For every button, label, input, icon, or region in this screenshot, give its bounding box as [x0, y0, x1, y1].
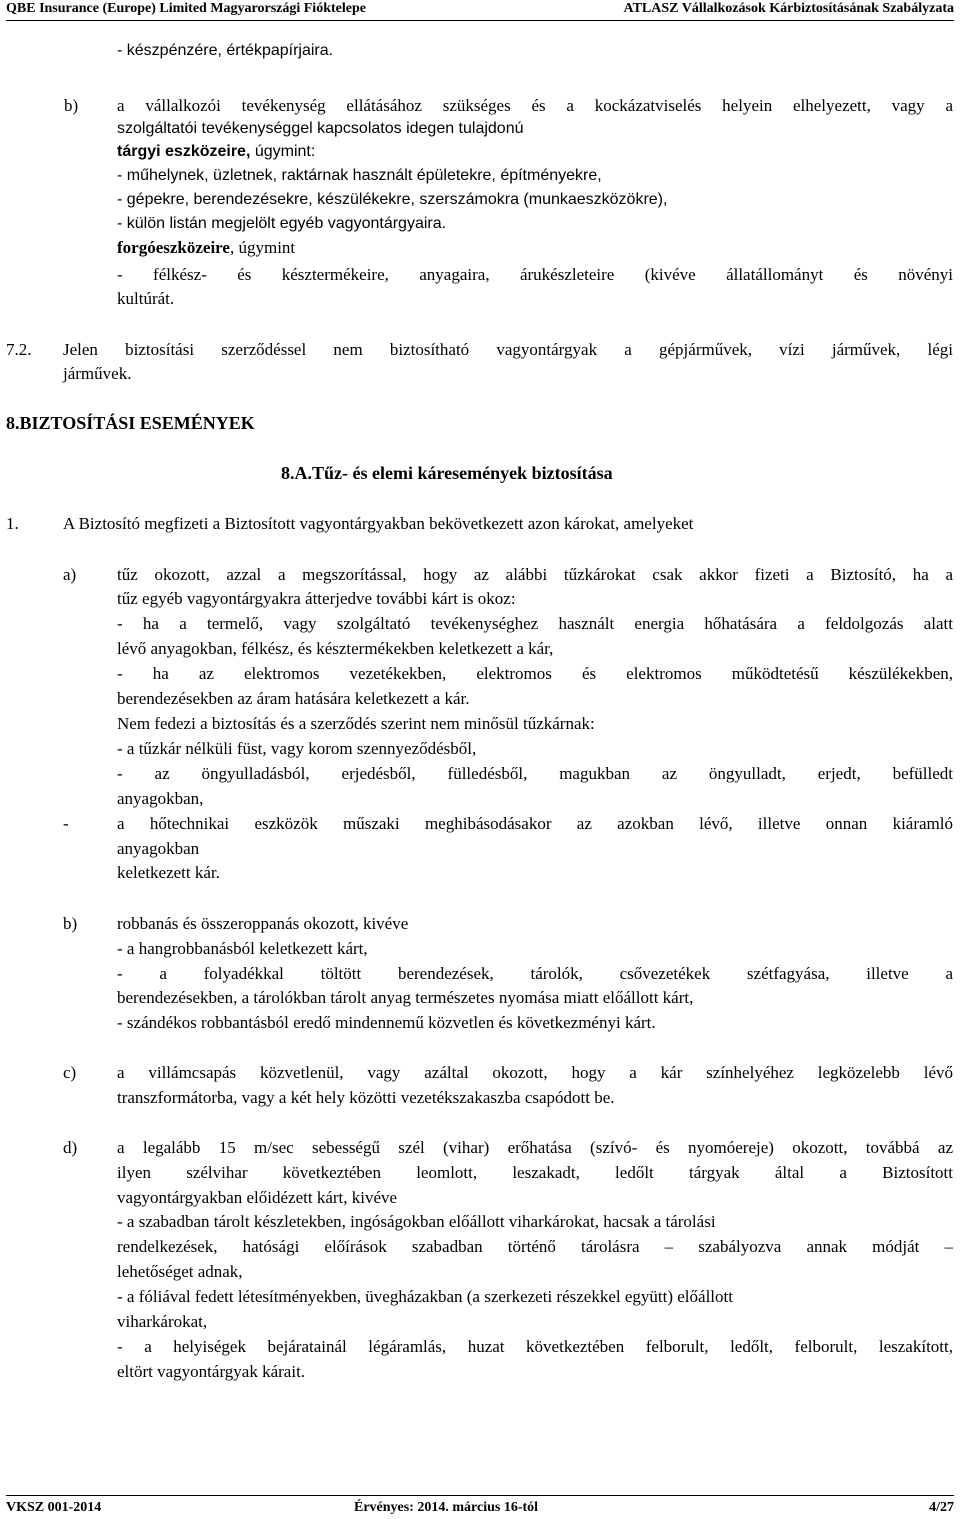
text-line: - a fóliával fedett létesítményekben, üvegházakban (a szerkezeti részekkel együtt) előállott	[117, 1287, 733, 1306]
bold-term: forgóeszközeire	[117, 238, 230, 257]
text-line: eltört vagyontárgyak kárait.	[117, 1362, 306, 1381]
text-line: lehetőséget adnak,	[117, 1262, 243, 1281]
text-line: - az öngyulladásból, erjedésből, fülledésből, magukban az öngyulladt, erjedt, befülledt	[117, 764, 953, 783]
header-insurer: QBE Insurance (Europe) Limited Magyarországi Fióktelepe	[6, 1, 366, 16]
text-line	[117, 237, 295, 259]
list-marker: b)	[63, 914, 78, 933]
footer-validity: Érvényes: 2014. március 16-tól	[354, 1500, 539, 1515]
text-line: tűz egyéb vagyontárgyakra átterjedve további kárt is okoz:	[117, 589, 516, 608]
text-line: - szándékos robbantásból eredő mindennemű közvetlen és következményi kárt.	[117, 1013, 656, 1032]
text-line: szolgáltatói tevékenységgel kapcsolatos idegen tulajdonú	[117, 120, 524, 137]
footer-document-code: VKSZ 001-2014	[6, 1500, 102, 1515]
text-line: - gépekre, berendezésekre, készülékekre, szerszámokra (munkaeszközökre),	[117, 191, 668, 208]
text-line: - félkész- és késztermékeire, anyagaira, árukészleteire (kivéve állatállományt és növényi	[117, 265, 953, 284]
text-line: - ha a termelő, vagy szolgáltató tevékenységhez használt energia hőhatására a feldolgozás alatt	[117, 614, 953, 633]
text-line: A Biztosító megfizeti a Biztosított vagyontárgyakban bekövetkezett azon károkat, amelyeket	[63, 514, 694, 533]
text-line: a vállalkozói tevékenység ellátásához szükséges és a kockázatviselés helyein elhelyezett, vagy a	[117, 96, 953, 115]
text-line: a legalább 15 m/sec sebességű szél (vihar) erőhatása (szívó- és nyomóereje) okozott, továbbá az	[117, 1138, 953, 1157]
text-run: , úgymint	[229, 238, 296, 257]
text-line: anyagokban	[117, 839, 200, 858]
text-line: - a folyadékkal töltött berendezések, tárolók, csővezetékek szétfagyása, illetve a	[117, 964, 953, 983]
text-line: anyagokban,	[117, 789, 204, 808]
text-line: - készpénzére, értékpapírjaira.	[117, 42, 334, 59]
text-line: - a hangrobbanásból keletkezett kárt,	[117, 939, 368, 958]
text-line: ilyen szélvihar következtében leomlott, leszakadt, ledőlt tárgyak által a Biztosított	[117, 1163, 953, 1182]
text-line: rendelkezések, hatósági előírások szabadban történő tárolásra – szabályozva annak módját –	[117, 1237, 953, 1256]
list-marker: 1.	[6, 514, 19, 533]
text-line: - ha az elektromos vezetékekben, elektromos és elektromos működtetésű készülékekben,	[117, 664, 953, 683]
text-line	[117, 141, 315, 163]
text-line: keletkezett kár.	[117, 863, 220, 882]
page-header	[6, 0, 954, 21]
subsection-heading: 8.A.Tűz- és elemi káresemények biztosítása	[281, 463, 613, 483]
text-line: kultúrát.	[117, 289, 175, 308]
text-line: tűz okozott, azzal a megszorítással, hogy az alábbi tűzkárokat csak akkor fizeti a Biztosító, ha a	[117, 565, 953, 584]
text-run: úgymint:	[250, 143, 316, 160]
bold-term: tárgyi eszközeire,	[117, 143, 251, 160]
text-line: vagyontárgyakban előidézett kárt, kivéve	[117, 1188, 398, 1207]
text-line: járművek.	[63, 364, 132, 383]
list-marker: 7.2.	[6, 340, 32, 359]
text-line: berendezésekben, a tárolókban tárolt anyag természetes nyomása miatt előállott kárt,	[117, 988, 694, 1007]
page-footer	[6, 1495, 954, 1518]
footer-page-number: 4/27	[929, 1500, 954, 1515]
text-line: Jelen biztosítási szerződéssel nem biztosítható vagyontárgyak a gépjárművek, vízi járművek, légi	[63, 340, 953, 359]
text-line: robbanás és összeroppanás okozott, kivéve	[117, 914, 409, 933]
section-heading: 8.BIZTOSÍTÁSI ESEMÉNYEK	[6, 413, 255, 433]
text-line: a villámcsapás közvetlenül, vagy azáltal okozott, hogy a kár színhelyéhez legközelebb lévő	[117, 1063, 953, 1082]
text-line: - a tűzkár nélküli füst, vagy korom szennyeződésből,	[117, 739, 477, 758]
text-line: - a szabadban tárolt készletekben, ingóságokban előállott viharkárokat, hacsak a tárolási	[117, 1212, 716, 1231]
list-marker: b)	[64, 96, 79, 115]
text-line: berendezésekben az áram hatására keletkezett a kár.	[117, 689, 470, 708]
text-line: a hőtechnikai eszközök műszaki meghibásodásakor az azokban lévő, illetve onnan kiáramló	[117, 814, 953, 833]
list-marker: d)	[63, 1138, 78, 1157]
header-document-title: ATLASZ Vállalkozások Kárbiztosításának Szabályzata	[623, 1, 954, 16]
list-marker: c)	[63, 1063, 77, 1082]
text-line: Nem fedezi a biztosítás és a szerződés szerint nem minősül tűzkárnak:	[117, 714, 595, 733]
text-line: viharkárokat,	[117, 1312, 208, 1331]
text-line: transzformátorba, vagy a két hely közötti vezetékszakaszba csapódott be.	[117, 1088, 615, 1107]
text-line: - külön listán megjelölt egyéb vagyontárgyaira.	[117, 215, 447, 232]
text-line: lévő anyagokban, félkész, és késztermékekben keletkezett a kár,	[117, 639, 554, 658]
text-line: - műhelynek, üzletnek, raktárnak használt épületekre, építményekre,	[117, 167, 602, 184]
list-marker: -	[63, 814, 69, 833]
list-marker: a)	[63, 565, 77, 584]
text-line: - a helyiségek bejáratainál légáramlás, huzat következtében felborult, ledőlt, felborult, leszakított,	[117, 1337, 953, 1356]
